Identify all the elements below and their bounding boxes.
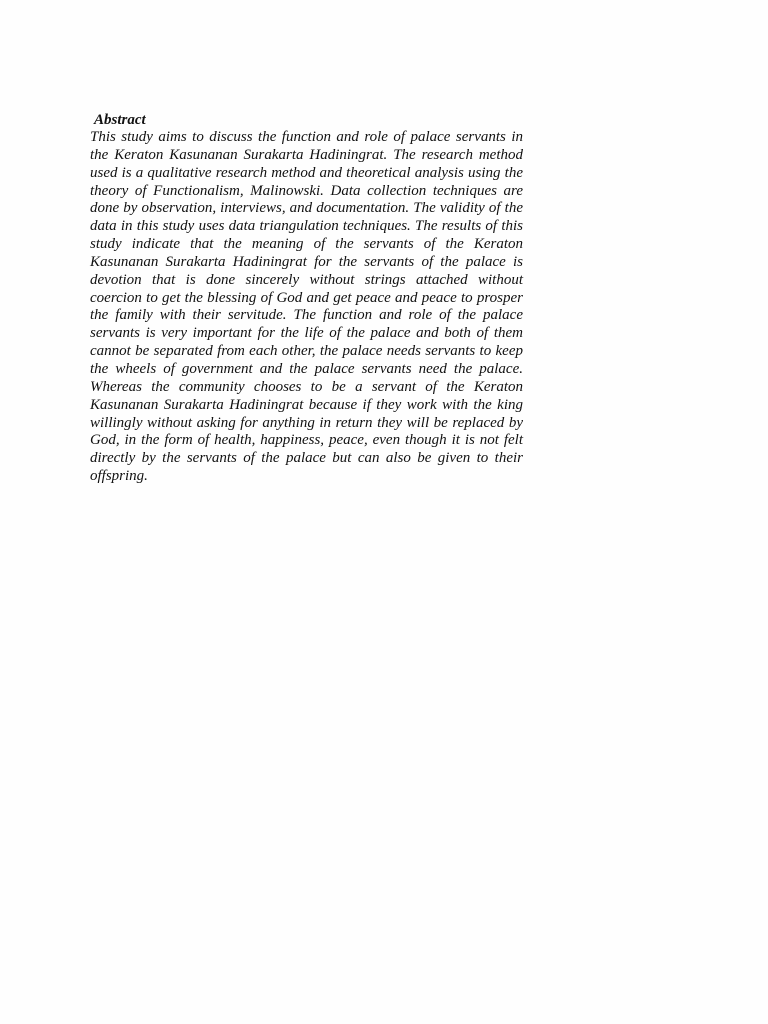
abstract-heading: Abstract [94, 112, 146, 128]
abstract-section [90, 111, 523, 486]
abstract-body: This study aims to discuss the function and role of palace servants in the Keraton Kasunanan Surakarta Hadiningrat. The research method used is a qualitative research method and theoretical analysis using the theory of Functionalism, Malinowski. Data collection techniques are done by observation, interviews, and documentation. The validity of the data in this study uses data triangulation techniques. The results of this study indicate that the meaning of the servants of the Keraton Kasunanan Surakarta Hadiningrat for the servants of the palace is devotion that is done sincerely without strings attached without coercion to get the blessing of God and get peace and peace to prosper the family with their servitude. The function and role of the palace servants is very important for the life of the palace and both of them cannot be separated from each other, the palace needs servants to keep the wheels of government and the palace servants need the palace. Whereas the community chooses to be a servant of the Keraton Kasunanan Surakarta Hadiningrat because if they work with the king willingly without asking for anything in return they will be replaced by God, in the form of health, happiness, peace, even though it is not felt directly by the servants of the palace but can also be given to their offspring. [90, 129, 523, 485]
